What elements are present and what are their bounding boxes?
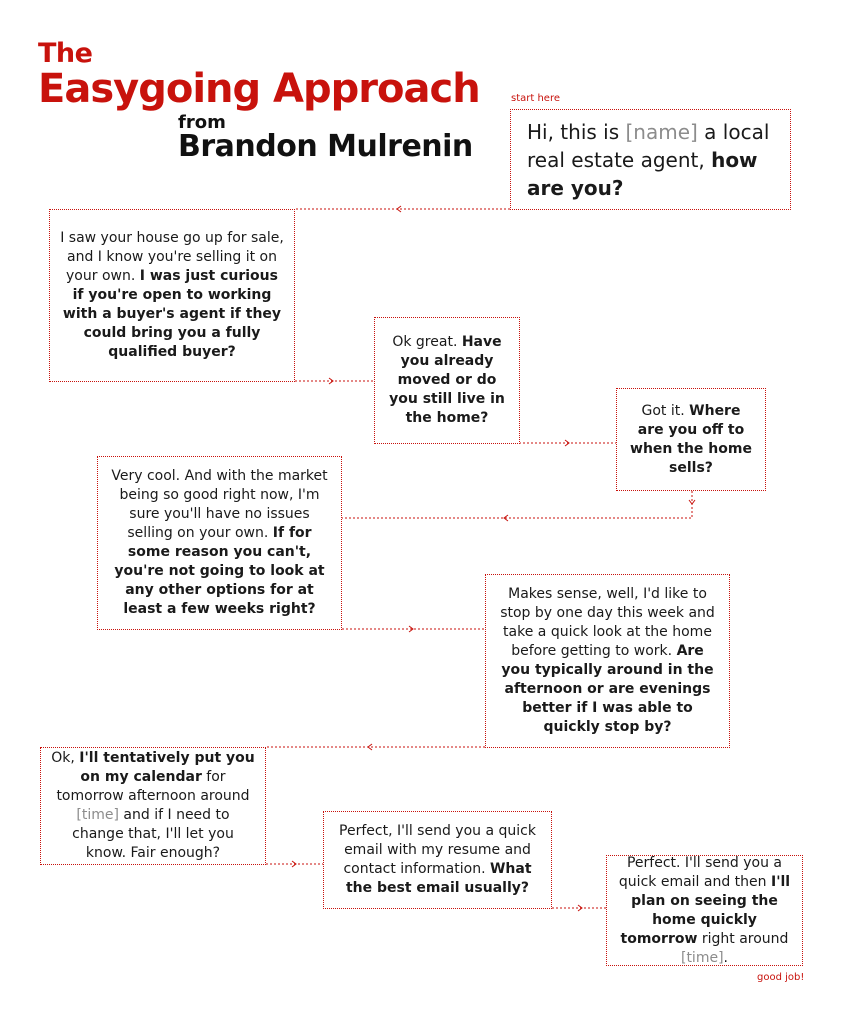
flow-box-1	[510, 109, 791, 210]
placeholder-text: [name]	[625, 119, 698, 144]
flow-box-9	[606, 855, 803, 966]
bold-text: I'll plan on seeing the home quickly tomorrow	[620, 873, 791, 947]
text-segment: Makes sense, well, I'd like to stop by one day this week and take a quick look at the home before getting to work.	[500, 586, 715, 659]
bold-text: Where are you off to when the home sells?	[630, 402, 752, 476]
title-author: Brandon Mulrenin	[178, 129, 473, 164]
text-segment: Got it.	[641, 402, 690, 419]
title-from: from	[178, 112, 226, 133]
bold-text: What the best email usually?	[345, 861, 532, 896]
connector-4-5	[342, 491, 692, 518]
text-segment: Perfect. I'll send you a quick email and then	[618, 854, 783, 890]
flow-box-2	[49, 209, 295, 382]
flow-box-text	[385, 333, 509, 428]
bold-text: I was just curious if you're open to working with a buyer's agent if they could bring you a fully qualified buyer?	[62, 268, 282, 360]
bold-text: Have you already moved or do you still live in the home?	[389, 334, 505, 426]
start-label: start here	[511, 93, 561, 104]
text-segment: Ok,	[51, 750, 80, 766]
text-segment: right around	[697, 930, 789, 947]
text-segment: Ok great.	[392, 334, 462, 350]
bold-text: I'll tentatively put you on my calendar	[79, 750, 255, 785]
text-segment: Very cool. And with the market being so good right now, I'm sure you'll have no issues selling on your own.	[111, 468, 328, 541]
flow-box-5	[97, 456, 342, 630]
flow-box-text	[627, 402, 755, 478]
bold-text: Are you typically around in the afternoon or are evenings better if I was able to quickly stop by?	[501, 643, 714, 735]
text-segment: and if I need to change that, I'll let you know. Fair enough?	[72, 807, 234, 861]
text-segment: I saw your house go up for sale, and I know you're selling it on your own.	[60, 230, 284, 284]
flow-box-7	[40, 747, 266, 865]
bold-text: how are you?	[527, 147, 758, 200]
text-segment: a local real estate agent,	[527, 119, 770, 172]
placeholder-text: [time]	[680, 949, 724, 966]
flow-box-text	[108, 467, 331, 619]
flow-box-text	[527, 118, 774, 202]
flow-box-text	[60, 229, 284, 362]
text-segment: for tomorrow afternoon around	[56, 769, 250, 804]
flow-box-3	[374, 317, 520, 444]
flow-box-text	[496, 585, 719, 737]
flow-box-text	[51, 749, 255, 863]
end-label: good job!	[757, 972, 805, 983]
text-segment: Hi, this is	[527, 119, 626, 144]
placeholder-text: [time]	[76, 807, 119, 823]
flow-box-8	[323, 811, 552, 909]
flow-box-4	[616, 388, 766, 491]
flow-box-6	[485, 574, 730, 748]
flow-box-text	[617, 854, 792, 968]
title-the: The	[38, 38, 93, 69]
bold-text: If for some reason you can't, you're not going to look at any other options for at least a few weeks right?	[114, 525, 325, 617]
text-segment: .	[723, 949, 728, 966]
flow-box-text	[334, 822, 541, 898]
text-segment: Perfect, I'll send you a quick email with my resume and contact information.	[339, 823, 536, 877]
title-main: Easygoing Approach	[38, 66, 480, 112]
